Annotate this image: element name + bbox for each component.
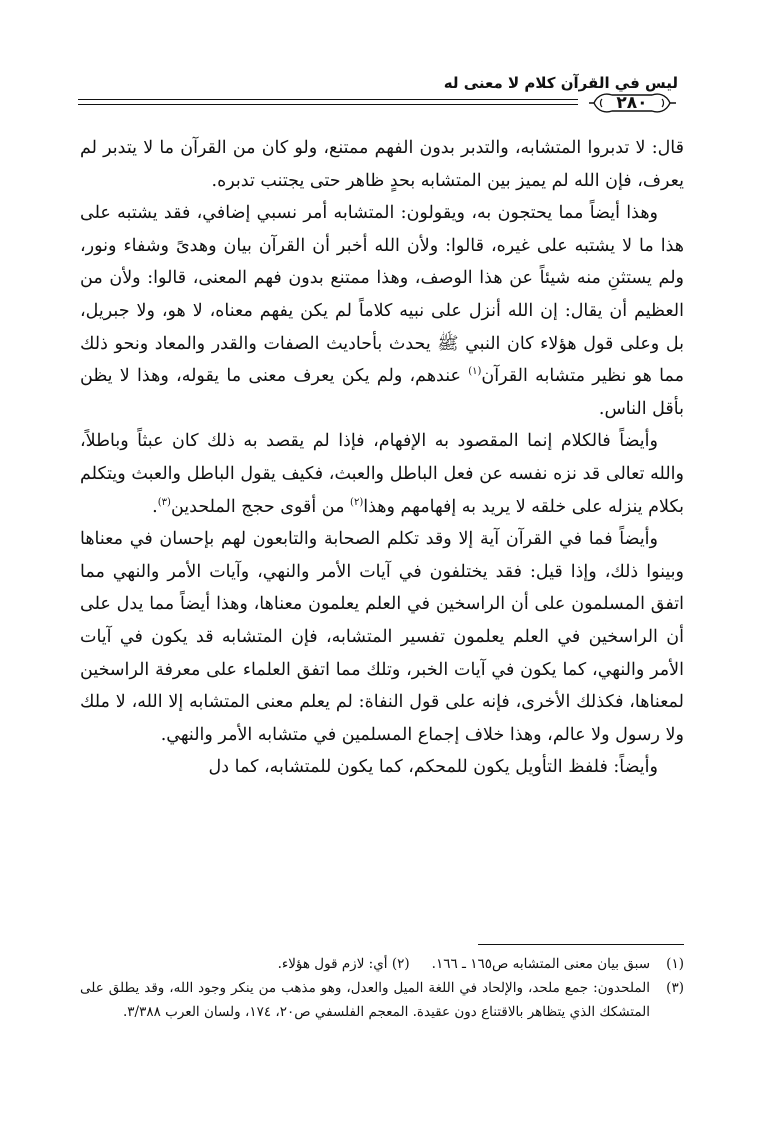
page-number-ornament <box>588 90 676 116</box>
paragraph-text: وأيضاً فما في القرآن آية إلا وقد تكلم الصحابة والتابعون لهم بإحسان في معناها وبينوا ذلك، وإذا قيل: فقد يختلفون في آيات الأمر والنهي، وآيات الأمر والنهي مما اتفق المسلمون على أن الراسخين في العلم يعلمون معناها، وهذا أيضاً مما يدل على أن الراسخين في العلم يعلمون تفسير المتشابه، فإن المتشابه قد يكون في آيات الأمر والنهي، كما يكون في آيات الخبر، وتلك مما اتفق العلماء على معرفة الراسخين لمعناها، فكذلك الأخرى، فإنه على قول النفاة: لم يعلم معنى المتشابه إلا الله، لا ملك ولا رسول ولا عالم، وهذا خلاف إجماع المسلمين في متشابه الأمر والنهي. <box>80 529 684 745</box>
footnotes <box>80 952 684 1024</box>
footnote-ref[interactable]: (٣) <box>157 496 171 508</box>
footnote-separator <box>478 944 684 945</box>
footnote-number: (٢) <box>391 956 410 972</box>
paragraph-1 <box>80 132 684 197</box>
page-header <box>78 68 680 118</box>
footnote-3 <box>80 976 684 1024</box>
footnote-number: (٣) <box>666 980 684 996</box>
paragraph-3 <box>80 425 684 523</box>
footnote-ref[interactable]: (١) <box>468 366 482 378</box>
footnote-text-group <box>80 952 650 976</box>
paragraph-5 <box>80 751 684 784</box>
running-title: ليس في القرآن كلام لا معنى له <box>443 74 678 92</box>
paragraph-text: وهذا أيضاً مما يحتجون به، ويقولون: المتشابه أمر نسبي إضافي، فقد يشتبه على هذا ما لا يشتبه على غيره، قالوا: ولأن الله أخبر أن القرآن بيان وهدىً وشفاء ونور، ولم يستثنِ منه شيئاً عن هذا الوصف، وهذا ممتنع بدون فهم المعنى، قالوا: ولأن من العظيم أن يقال: إن الله أنزل على نبيه كلاماً لم يكن يفهم معناه، لا هو، ولا جبريل، بل وعلى قول هؤلاء كان النبي ﷺ يحدث بأحاديث الصفات والقدر والمعاد ونحو ذلك مما هو نظير متشابه القرآن <box>80 203 684 387</box>
main-text <box>80 132 684 784</box>
paragraph-text: قال: لا تدبروا المتشابه، والتدبر بدون الفهم ممتنع، ولو كان من القرآن ما لا يتدبر لم يعرف، فإن الله لم يميز بين المتشابه بحدٍ ظاهر حتى يجتنب تدبره. <box>80 138 684 191</box>
footnote-text: أي: لازم قول هؤلاء. <box>277 956 388 972</box>
footnote-text: الملحدون: جمع ملحد، والإلحاد في اللغة الميل والعدل، وهو مذهب من ينكر وجود الله، وقد يطلق على المتشكك الذي يتظاهر بالاقتناع دون عقيدة. المعجم الفلسفي ص٢٠، ١٧٤، ولسان العرب ٣/٣٨٨. <box>80 980 650 1020</box>
footnote-1-2 <box>80 952 684 976</box>
page-number: ٢٨٠ <box>616 93 648 113</box>
header-double-rule <box>78 99 578 105</box>
paragraph-2 <box>80 197 684 425</box>
paragraph-4 <box>80 523 684 751</box>
paragraph-text: وأيضاً: فلفظ التأويل يكون للمحكم، كما يكون للمتشابه، كما دل <box>208 757 658 778</box>
paragraph-text-after: . <box>152 496 158 517</box>
paragraph-text-after: عندهم، ولم يكن يعرف معنى ما يقوله، وهذا لا يظن بأقل الناس. <box>80 366 684 419</box>
footnote-number: (١) <box>666 956 684 972</box>
paragraph-text: وأيضاً فالكلام إنما المقصود به الإفهام، فإذا لم يقصد به ذلك كان عبثاً وباطلاً، والله تعالى قد نزه نفسه عن فعل الباطل والعبث، فكيف يقول الباطل والعبث ويتكلم بكلام ينزله على خلقه لا يريد به إفهامهم وهذا <box>80 431 684 517</box>
footnote-ref[interactable]: (٢) <box>350 496 364 508</box>
footnote-text: سبق بيان معنى المتشابه ص١٦٥ ـ ١٦٦. <box>431 956 650 972</box>
paragraph-text-mid: من أقوى حجج الملحدين <box>170 496 351 517</box>
